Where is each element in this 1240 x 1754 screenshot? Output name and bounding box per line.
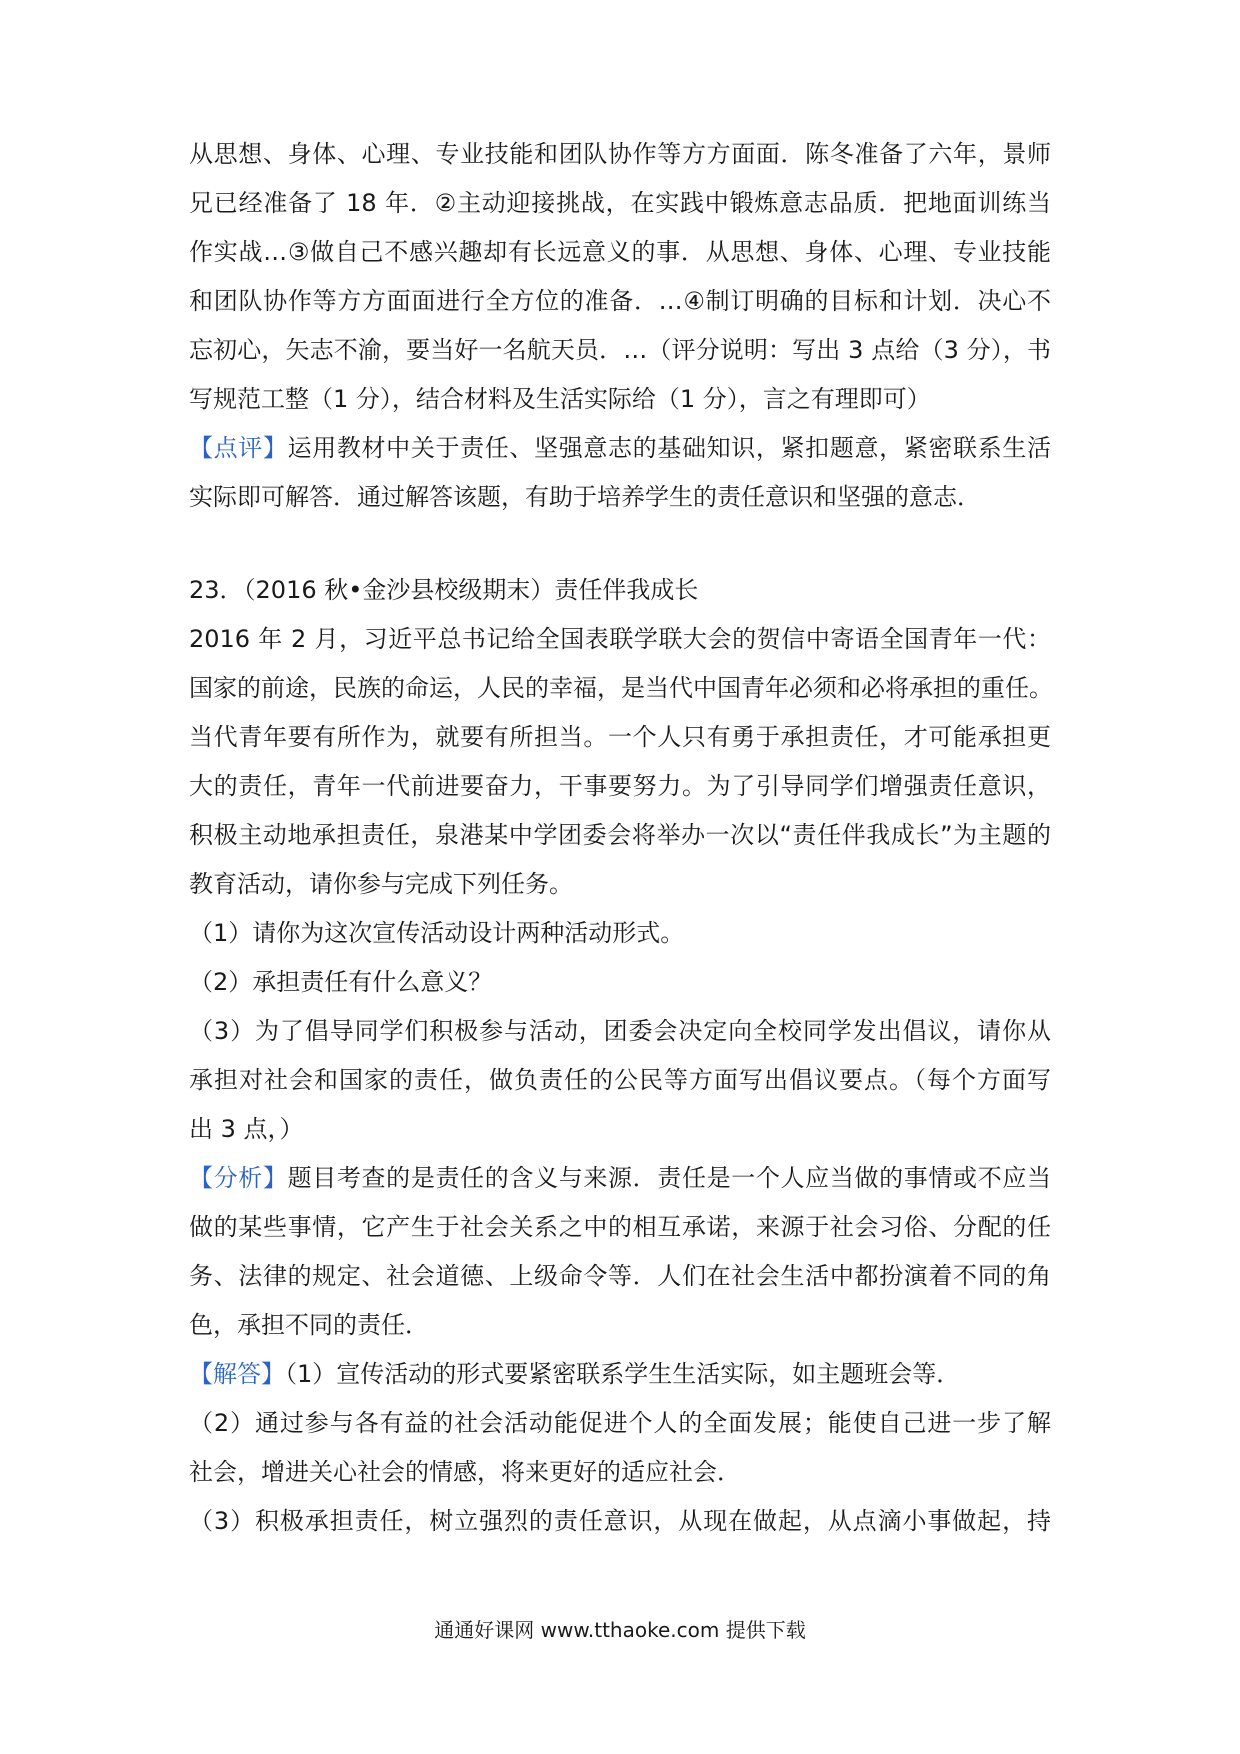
material-line: 国家的前途，民族的命运，人民的幸福，是当代中国青年必须和必将承担的重任。 — [189, 674, 1053, 702]
sub-question: （2）承担责任有什么意义？ — [189, 968, 493, 996]
material-line: 大的责任，青年一代前进要奋力，干事要努力。为了引导同学们增强责任意识， — [189, 772, 1051, 800]
material-line: 2016 年 2 月，习近平总书记给全国表联学联大会的贺信中寄语全国青年一代： — [189, 625, 1051, 653]
document-body — [189, 130, 1051, 1546]
review-line: 【点评】运用教材中关于责任、坚强意志的基础知识，紧扣题意，紧密联系生活 — [189, 434, 1052, 462]
question-title: 23．（2016 秋•金沙县校级期末）责任伴我成长 — [189, 576, 699, 604]
answer-line: 【解答】（1）宣传活动的形式要紧密联系学生生活实际，如主题班会等． — [189, 1360, 961, 1388]
answer-line: （2）通过参与各有益的社会活动能促进个人的全面发展；能使自己进一步了解 — [189, 1409, 1051, 1437]
analysis-line: 【分析】题目考查的是责任的含义与来源．责任是一个人应当做的事情或不应当 — [189, 1164, 1052, 1192]
analysis-line: 做的某些事情，它产生于社会关系之中的相互承诺，来源于社会习俗、分配的任 — [189, 1213, 1051, 1241]
analysis-tag: 【分析】 — [189, 1164, 288, 1192]
analysis-section — [189, 1154, 1051, 1350]
question-23 — [189, 566, 1051, 1546]
answer-section — [189, 1350, 1051, 1546]
review-line: 实际即可解答．通过解答该题，有助于培养学生的责任意识和坚强的意志． — [189, 483, 981, 511]
sub-question-line: （3）为了倡导同学们积极参与活动，团委会决定向全校同学发出倡议，请你从 — [189, 1017, 1051, 1045]
text-line: 忘初心，矢志不渝，要当好一名航天员．…（评分说明：写出 3 点给（3 分），书 — [189, 336, 1051, 364]
sub-question-line: 承担对社会和国家的责任，做负责任的公民等方面写出倡议要点。（每个方面写 — [189, 1066, 1051, 1094]
text-line: 写规范工整（1 分），结合材料及生活实际给（1 分），言之有理即可） — [189, 385, 931, 413]
answer-line: 社会，增进关心社会的情感，将来更好的适应社会． — [189, 1458, 741, 1486]
sub-question-line: 出 3 点，） — [189, 1115, 304, 1143]
analysis-line: 务、法律的规定、社会道德、上级命令等．人们在社会生活中都扮演着不同的角 — [189, 1262, 1051, 1290]
material-line: 积极主动地承担责任，泉港某中学团委会将举办一次以“责任伴我成长”为主题的 — [189, 821, 1051, 849]
sub-question: （1）请你为这次宣传活动设计两种活动形式。 — [189, 919, 685, 947]
material-line: 当代青年要有所作为，就要有所担当。一个人只有勇于承担责任，才可能承担更 — [189, 723, 1051, 751]
text-line: 从思想、身体、心理、专业技能和团队协作等方方面面．陈冬准备了六年，景师 — [189, 140, 1051, 168]
text-line: 兄已经准备了 18 年．②主动迎接挑战，在实践中锻炼意志品质．把地面训练当 — [189, 189, 1051, 217]
page-footer: 通通好课网 www.tthaoke.com 提供下载 — [434, 1618, 806, 1642]
section-gap — [189, 522, 1051, 566]
analysis-line: 色，承担不同的责任． — [189, 1311, 429, 1339]
review-section — [189, 424, 1051, 522]
answer-line: （3）积极承担责任，树立强烈的责任意识，从现在做起，从点滴小事做起，持 — [189, 1507, 1051, 1535]
answer-tag: 【解答】 — [189, 1360, 285, 1388]
review-tag: 【点评】 — [189, 434, 288, 462]
material-line: 教育活动，请你参与完成下列任务。 — [189, 870, 573, 898]
previous-answer-continuation — [189, 130, 1051, 424]
text-line: 和团队协作等方方面面进行全方位的准备．…④制订明确的目标和计划．决心不 — [189, 287, 1051, 315]
text-line: 作实战…③做自己不感兴趣却有长远意义的事．从思想、身体、心理、专业技能 — [189, 238, 1051, 266]
